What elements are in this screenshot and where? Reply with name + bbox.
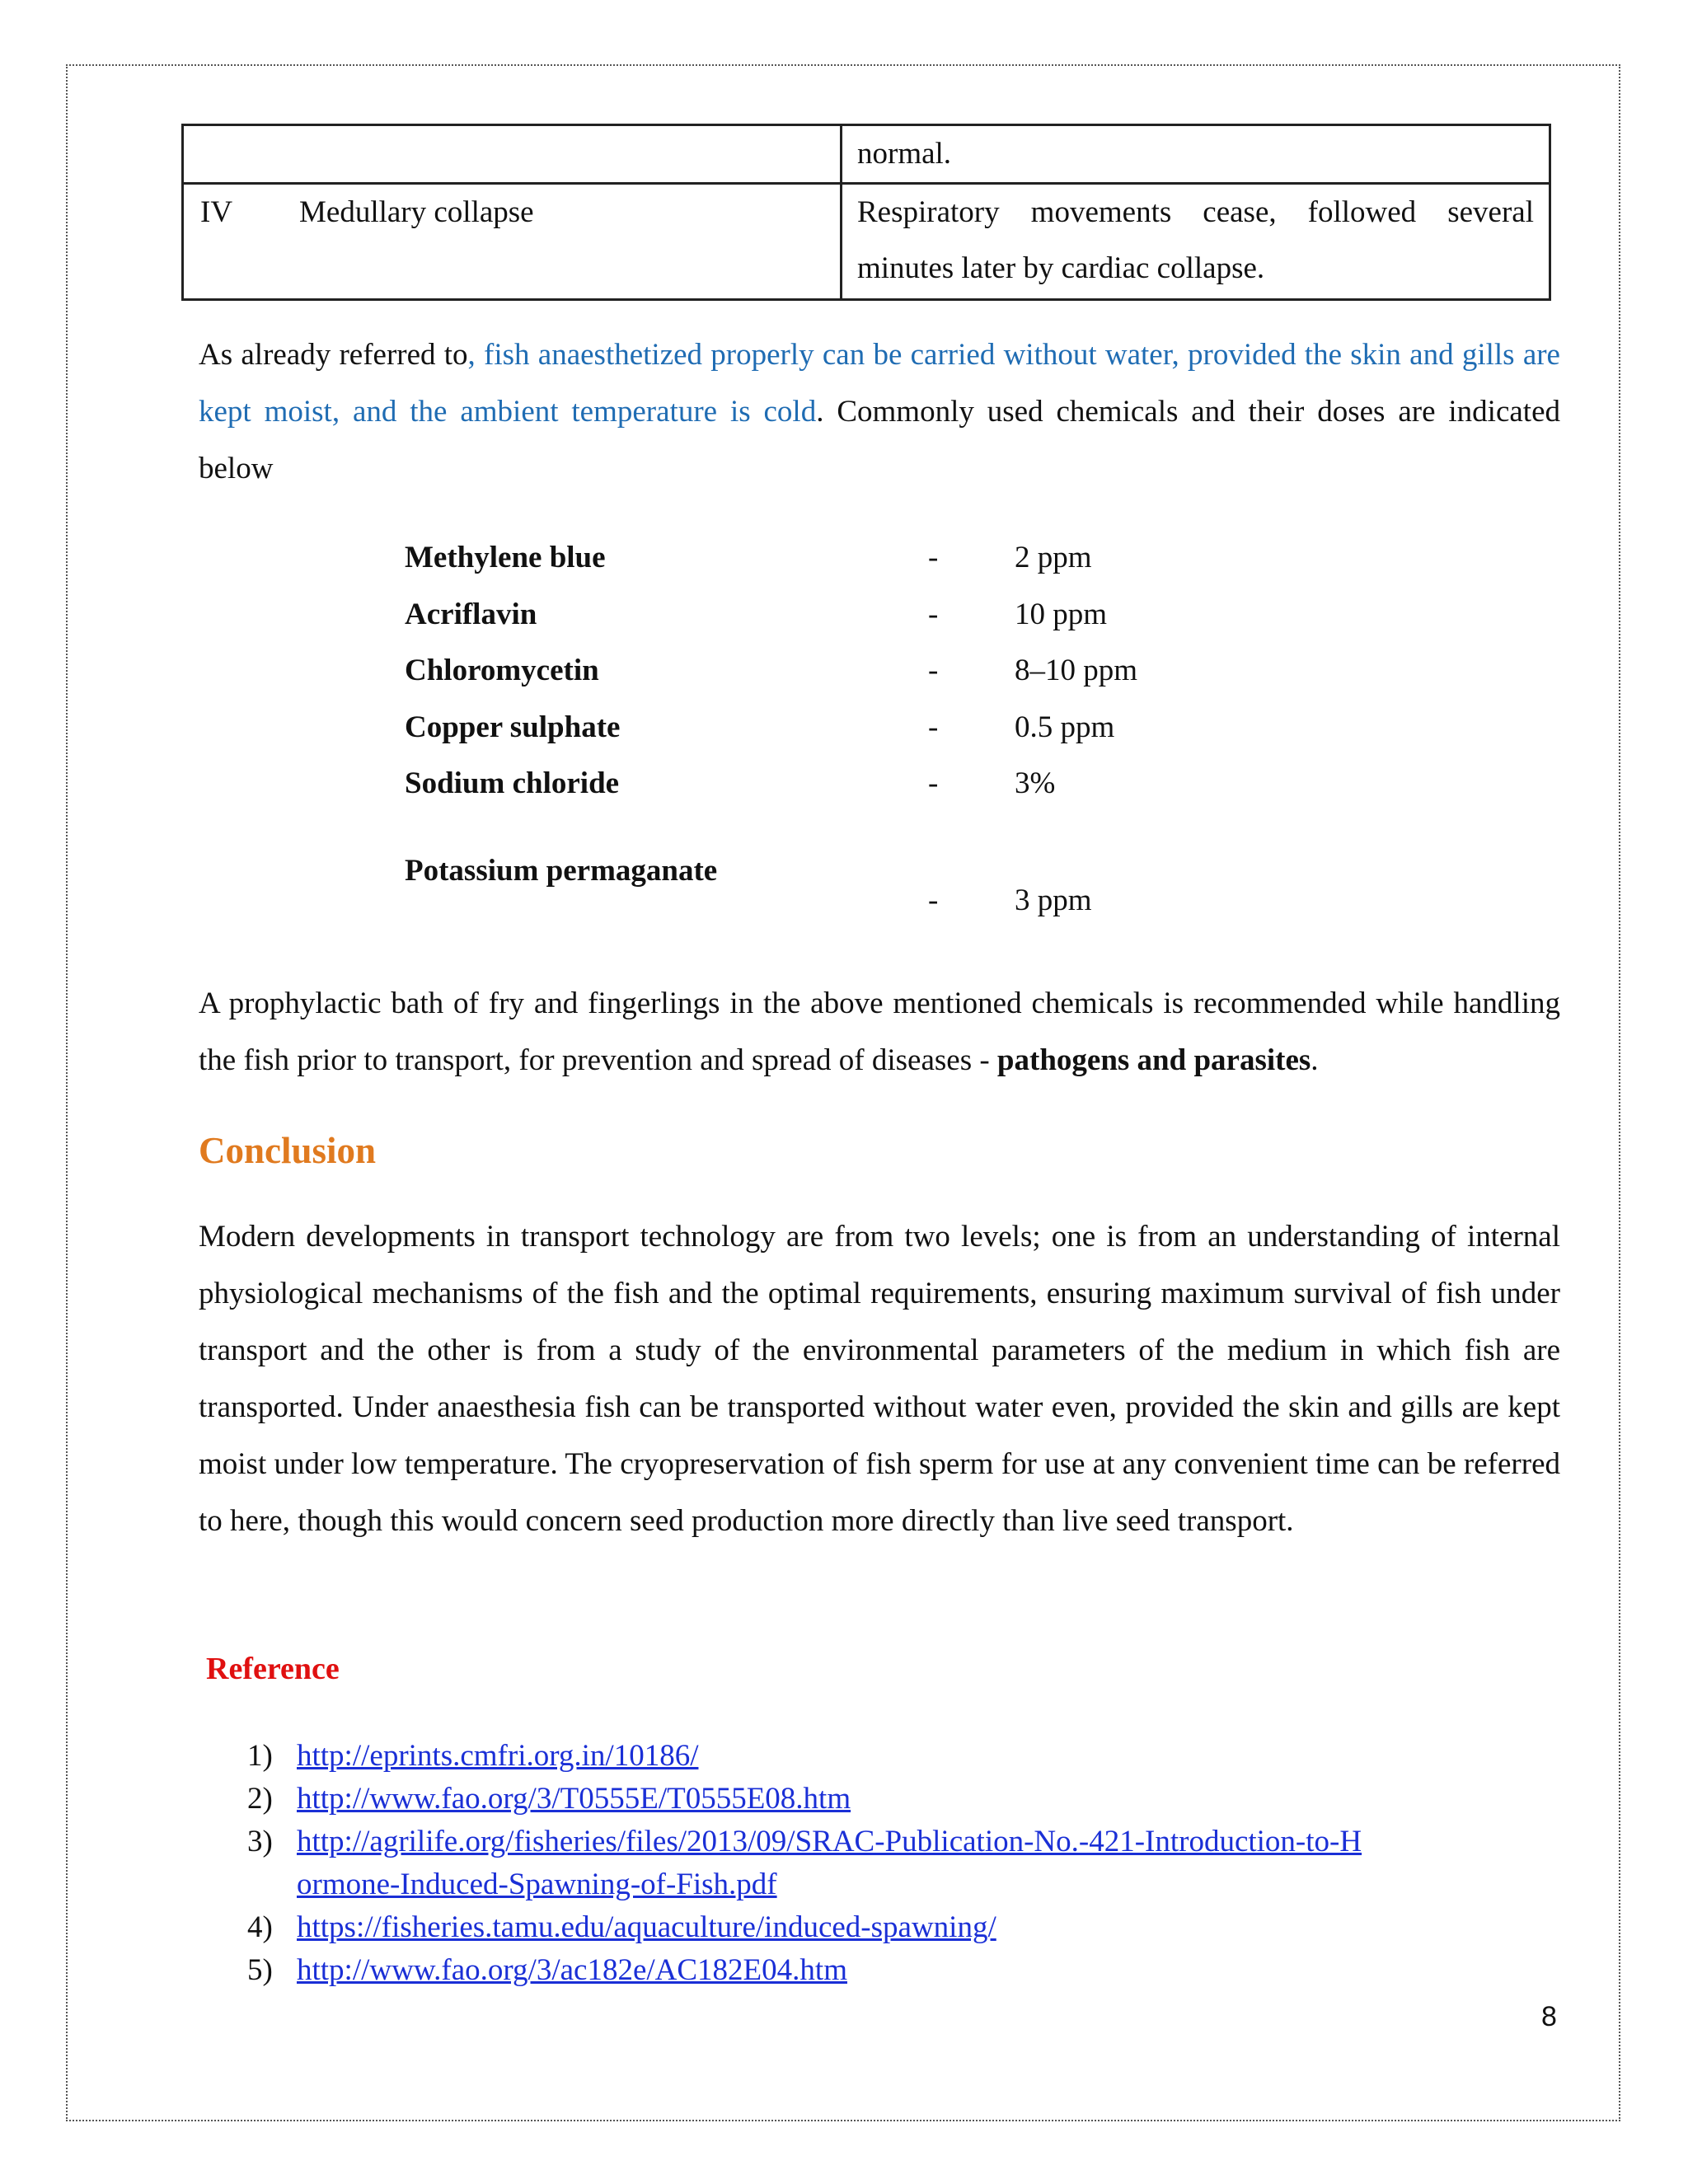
dose-separator: - <box>928 710 939 744</box>
reference-number: 2) <box>247 1782 273 1816</box>
dose-row <box>405 710 1229 759</box>
reference-list <box>247 1735 1533 1992</box>
chemical-name: Potassium permaganate <box>405 854 718 888</box>
intro-paragraph <box>199 326 1560 497</box>
reference-number: 3) <box>247 1825 273 1858</box>
reference-link[interactable]: http://eprints.cmfri.org.in/10186/ <box>297 1739 699 1773</box>
dose-row <box>405 597 1229 646</box>
intro-highlight: , fish anaesthetized properly can be carried without water, provided the skin and gills are kept moist, and the ambient temperature is cold <box>199 338 1560 429</box>
stage-description: normal. <box>857 137 952 171</box>
dose-separator: - <box>928 654 939 687</box>
table-cell <box>183 184 842 300</box>
stage-name: Medullary collapse <box>299 195 534 229</box>
chemical-name: Sodium chloride <box>405 766 620 800</box>
reference-link[interactable]: http://www.fao.org/3/T0555E/T0555E08.htm <box>297 1782 851 1816</box>
prophylactic-paragraph <box>199 975 1560 1089</box>
reference-link[interactable]: http://www.fao.org/3/ac182e/AC182E04.htm <box>297 1953 847 1987</box>
list-item <box>247 1778 1533 1821</box>
dose-value: 8–10 ppm <box>1015 654 1138 687</box>
stage-number: IV <box>200 195 233 229</box>
anaesthesia-stage-table <box>181 124 1551 301</box>
table-row <box>183 125 1550 184</box>
reference-number: 1) <box>247 1739 273 1773</box>
chemical-name: Chloromycetin <box>405 654 599 687</box>
prophylactic-bold: pathogens and parasites <box>996 1043 1311 1077</box>
reference-number: 4) <box>247 1910 273 1944</box>
dose-value: 3 ppm <box>1015 883 1092 917</box>
dose-separator: - <box>928 766 939 800</box>
table-cell <box>842 184 1550 300</box>
dose-row <box>405 853 1229 935</box>
table-row <box>183 184 1550 300</box>
dose-row <box>405 766 1229 815</box>
intro-text-end: . Commonly used chemicals and their doses are indicated below <box>199 395 1560 485</box>
chemical-name: Methylene blue <box>405 541 606 574</box>
dose-row <box>405 653 1229 702</box>
conclusion-paragraph: Modern developments in transport technology are from two levels; one is from an understanding of internal physiological mechanisms of the fish and the optimal requirements, ensuring maximum survival of fish under transport and the other is from a study of the environmental parameters of the medium in which fish are transported. Under anaesthesia fish can be transported without water even, provided the skin and gills are kept moist under low temperature. The cryopreservation of fish sperm for use at any convenient time can be referred to here, though this would concern seed production more directly than live seed transport. <box>199 1220 1560 1538</box>
dose-separator: - <box>928 883 939 917</box>
table-cell <box>183 125 842 184</box>
reference-link[interactable]: http://agrilife.org/fisheries/files/2013/09/SRAC-Publication-No.-421-Introduction-to-Hormone-Induced-Spawning-of-Fish.pdf <box>297 1825 1362 1901</box>
prophylactic-text: A prophylactic bath of fry and fingerlings in the above mentioned chemicals is recommended while handling the fish prior to transport, for prevention and spread of diseases - <box>199 987 1560 1077</box>
list-item <box>247 1949 1533 1992</box>
stage-description: Respiratory movements cease, followed several minutes later by cardiac collapse. <box>857 195 1534 285</box>
reference-link[interactable]: https://fisheries.tamu.edu/aquaculture/induced-spawning/ <box>297 1910 996 1944</box>
dose-value: 2 ppm <box>1015 541 1092 574</box>
chemical-name: Acriflavin <box>405 598 537 631</box>
dose-row <box>405 540 1229 589</box>
reference-number: 5) <box>247 1953 273 1987</box>
page-number: 8 <box>1541 2001 1557 2032</box>
intro-text: As already referred to <box>199 338 468 372</box>
list-item <box>247 1906 1533 1949</box>
conclusion-heading: Conclusion <box>199 1130 377 1171</box>
dose-separator: - <box>928 598 939 631</box>
dose-separator: - <box>928 541 939 574</box>
prophylactic-end: . <box>1311 1043 1319 1077</box>
dose-value: 10 ppm <box>1015 598 1108 631</box>
reference-heading: Reference <box>206 1652 340 1686</box>
dose-value: 0.5 ppm <box>1015 710 1115 744</box>
dose-value: 3% <box>1015 766 1056 800</box>
table-cell <box>842 125 1550 184</box>
list-item <box>247 1735 1533 1778</box>
list-item <box>247 1821 1533 1906</box>
chemical-name: Copper sulphate <box>405 710 621 744</box>
